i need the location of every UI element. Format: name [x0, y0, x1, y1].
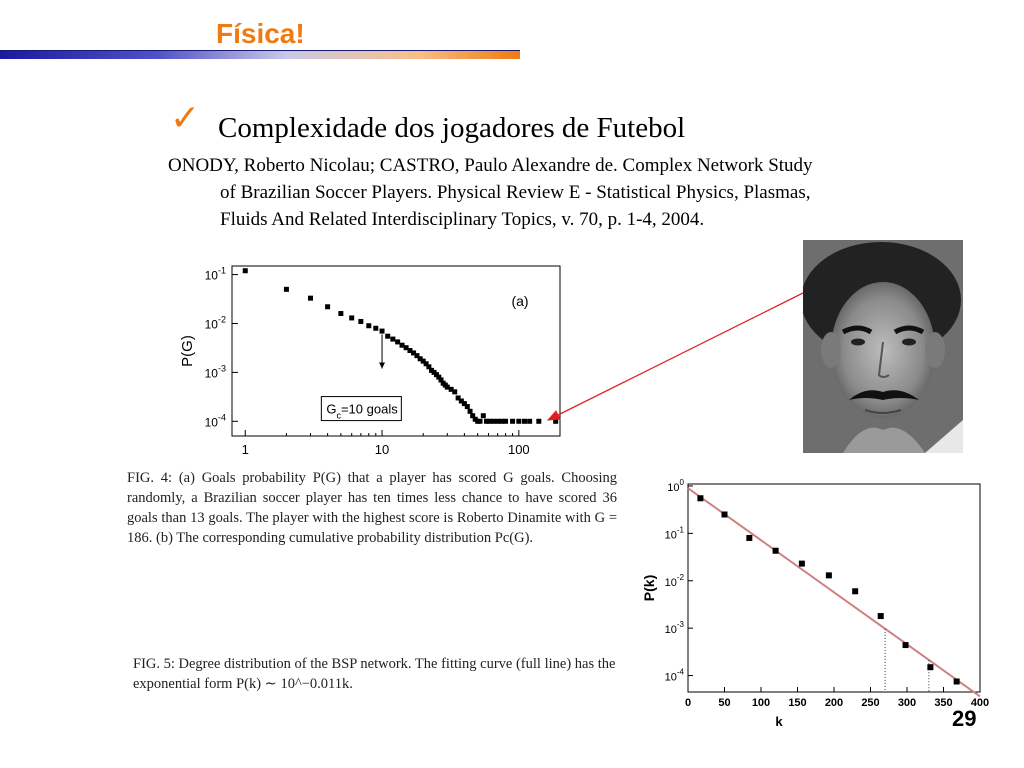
- data-point: [746, 535, 752, 541]
- data-point: [491, 419, 496, 424]
- data-point: [477, 419, 482, 424]
- reference-line-1: ONODY, Roberto Nicolau; CASTRO, Paulo Alexandre de. Complex Network Study: [168, 155, 813, 176]
- y-tick-label: $10^{-4}$: [204, 412, 226, 430]
- x-tick-label: 250: [861, 697, 880, 709]
- data-point: [527, 419, 532, 424]
- reference-text: [168, 152, 958, 233]
- data-point: [380, 329, 385, 334]
- data-point: [697, 495, 703, 501]
- data-point: [373, 326, 378, 331]
- x-tick-label: 50: [718, 697, 731, 709]
- page-number: 29: [952, 706, 977, 731]
- x-tick-label: 300: [897, 697, 917, 709]
- checkmark-icon: ✓: [170, 98, 201, 139]
- slide-title: Física!: [216, 18, 305, 49]
- x-tick-label: 100: [507, 442, 530, 457]
- plot-frame: [688, 484, 980, 692]
- data-point: [349, 315, 354, 320]
- data-point: [503, 419, 508, 424]
- data-point: [465, 404, 470, 409]
- player-photo: [803, 240, 963, 453]
- x-tick-label: 350: [934, 697, 953, 709]
- figure-5-caption: FIG. 5: Degree distribution of the BSP network. The fitting curve (full line) has the exponential form P(k) ∼ 10^−0.011k.: [133, 656, 616, 692]
- data-point: [452, 389, 457, 394]
- data-point: [325, 304, 330, 309]
- x-tick-label: 0: [684, 697, 692, 709]
- y-axis-label: P(G): [179, 335, 196, 367]
- x-tick-label: 10: [374, 442, 390, 457]
- y-tick-label: $10^0$: [667, 477, 684, 494]
- x-tick-label: 100: [751, 697, 771, 709]
- data-point: [385, 334, 390, 339]
- data-point: [308, 296, 313, 301]
- x-tick-label: 400: [970, 697, 990, 709]
- y-tick-label: $10^{-1}$: [204, 265, 226, 283]
- y-tick-label: $10^{-2}$: [664, 572, 684, 589]
- data-point: [395, 339, 400, 344]
- data-point: [468, 409, 473, 414]
- x-tick-label: 200: [824, 697, 844, 709]
- figure-4-caption: FIG. 4: (a) Goals probability P(G) that a player has scored G goals. Choosing randomly, a Brazilian soccer player has ten times less chance to have scored 36 goals than 13 goals. The player with the highest score is Roberto Dinamite with G = 186. (b) The corresponding cumulative probability distribution Pc(G).: [127, 470, 617, 546]
- goals-probability-chart: [170, 260, 570, 465]
- data-point: [366, 323, 371, 328]
- data-point: [878, 613, 884, 619]
- data-point: [553, 419, 558, 424]
- x-tick-label: 1: [241, 442, 249, 457]
- data-point: [510, 419, 515, 424]
- y-tick-label: $10^{-3}$: [664, 620, 684, 637]
- data-point: [284, 287, 289, 292]
- chart-panel-label: (a): [511, 293, 529, 309]
- data-point: [390, 337, 395, 342]
- y-axis-label: P(k): [641, 574, 657, 602]
- data-point: [243, 268, 248, 273]
- data-point: [903, 642, 909, 648]
- data-point: [826, 572, 832, 578]
- x-axis-label: k: [775, 714, 783, 729]
- data-point: [536, 419, 541, 424]
- y-tick-label: $10^{-4}$: [664, 667, 684, 684]
- gc-annotation-text: $G_c=10$ goals: [326, 401, 398, 421]
- data-point: [522, 419, 527, 424]
- data-point: [852, 588, 858, 594]
- data-point: [799, 561, 805, 567]
- data-point: [773, 548, 779, 554]
- data-point: [481, 413, 486, 418]
- data-point: [722, 511, 728, 517]
- x-tick-label: 150: [788, 697, 807, 709]
- y-tick-label: $10^{-3}$: [204, 363, 226, 381]
- data-point: [338, 311, 343, 316]
- reference-line-2: of Brazilian Soccer Players. Physical Review E - Statistical Physics, Plasmas,: [220, 182, 811, 203]
- data-point: [954, 678, 960, 684]
- title-underline-bar: [0, 51, 520, 59]
- y-tick-label: $10^{-1}$: [664, 525, 684, 542]
- bullet-heading: Complexidade dos jogadores de Futebol: [218, 112, 686, 144]
- degree-distribution-chart: [630, 472, 1000, 736]
- fit-line: [688, 488, 980, 696]
- data-point: [358, 319, 363, 324]
- data-point: [927, 664, 933, 670]
- reference-line-3: Fluids And Related Interdisciplinary Topics, v. 70, p. 1-4, 2004.: [220, 209, 705, 230]
- y-tick-label: $10^{-2}$: [204, 314, 226, 332]
- data-point: [516, 419, 521, 424]
- gc-arrow-head: [379, 363, 385, 369]
